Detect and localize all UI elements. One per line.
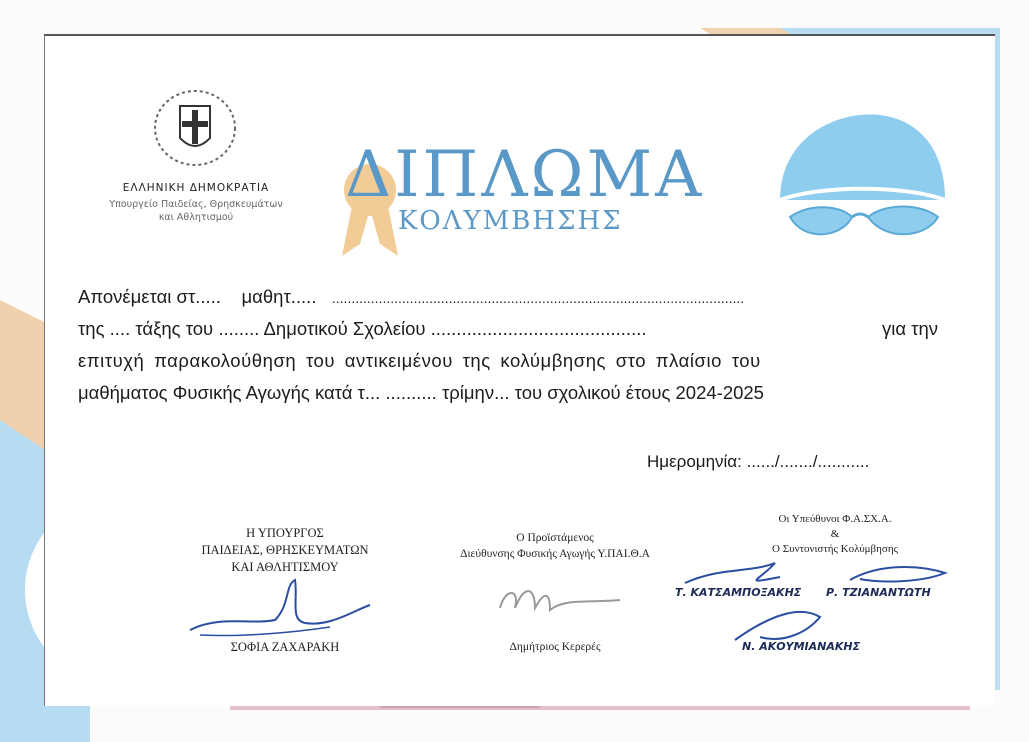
ministry-name — [76, 198, 316, 224]
award-line-4: μαθήματος Φυσικής Αγωγής κατά τ... .......... τρίμην... του σχολικού έτους 2024-2025 — [78, 382, 764, 403]
award-line-1 — [78, 286, 938, 308]
coordinator-name-3: Ν. ΑΚΟΥΜΙΑΝΑΚΗΣ — [742, 640, 861, 653]
student-label: μαθητ..... — [241, 286, 317, 307]
director-signature-scribble — [490, 578, 630, 623]
minister-title-1: Η ΥΠΟΥΡΓΟΣ — [246, 526, 324, 540]
class-school-text: της .... τάξης του ........ Δημοτικού Σχολείου .......................................... — [78, 318, 647, 339]
student-name-blank: .......................................................................................................... — [331, 290, 745, 306]
director-name: Δημήτριος Κερερές — [509, 641, 601, 653]
director-signature-block — [430, 530, 680, 562]
emblem-caption: ΕΛΛΗΝΙΚΗ ΔΗΜΟΚΡΑΤΙΑ — [122, 182, 270, 194]
diploma-title: ΔΙΠΛΩΜΑ — [345, 138, 705, 212]
award-line-2 — [78, 318, 938, 340]
ministry-line-1: Υπουργείο Παιδείας, Θρησκευμάτων — [109, 199, 283, 210]
swim-cap-goggles-icon — [760, 105, 960, 255]
awarded-to-label: Απονέμεται στ..... — [78, 286, 221, 307]
director-title-2: Διεύθυνσης Φυσικής Αγωγής Υ.ΠΑΙ.Θ.Α — [460, 548, 650, 560]
minister-title-3: ΚΑΙ ΑΘΛΗΤΙΣΜΟΥ — [231, 560, 339, 574]
date-field: Ημερομηνία: ....../......./........... — [647, 452, 870, 471]
diploma-subtitle: ΚΟΛΥΜΒΗΣΗΣ — [398, 206, 623, 236]
award-line-3: επιτυχή παρακολούθηση του αντικειμένου της κολύμβησης στο πλαίσιο του — [78, 350, 761, 371]
minister-signature-scribble — [180, 575, 380, 645]
greek-emblem-icon — [150, 88, 240, 168]
coordinators-signature-block — [735, 512, 935, 557]
coordinator-name-2: Ρ. ΤΖΙΑΝΑΝΤΩΤΗ — [826, 586, 931, 599]
ministry-line-2: και Αθλητισμού — [158, 212, 234, 223]
for-the-text: για την — [881, 318, 938, 339]
director-title-1: Ο Προϊστάμενος — [516, 532, 594, 544]
minister-title-2: ΠΑΙΔΕΙΑΣ, ΘΡΗΣΚΕΥΜΑΤΩΝ — [201, 543, 369, 557]
coordinators-title-2: Ο Συντονιστής Κολύμβησης — [772, 543, 898, 555]
coordinator-name-1: Τ. ΚΑΤΣΑΜΠΟΞΑΚΗΣ — [675, 586, 802, 599]
coordinators-title-1: Οι Υπεύθυνοι Φ.Α.ΣΧ.Α. — [778, 513, 892, 525]
minister-signature-block — [180, 525, 390, 576]
minister-name: ΣΟΦΙΑ ΖΑΧΑΡΑΚΗ — [230, 640, 340, 654]
coordinators-amp: & — [830, 528, 840, 540]
